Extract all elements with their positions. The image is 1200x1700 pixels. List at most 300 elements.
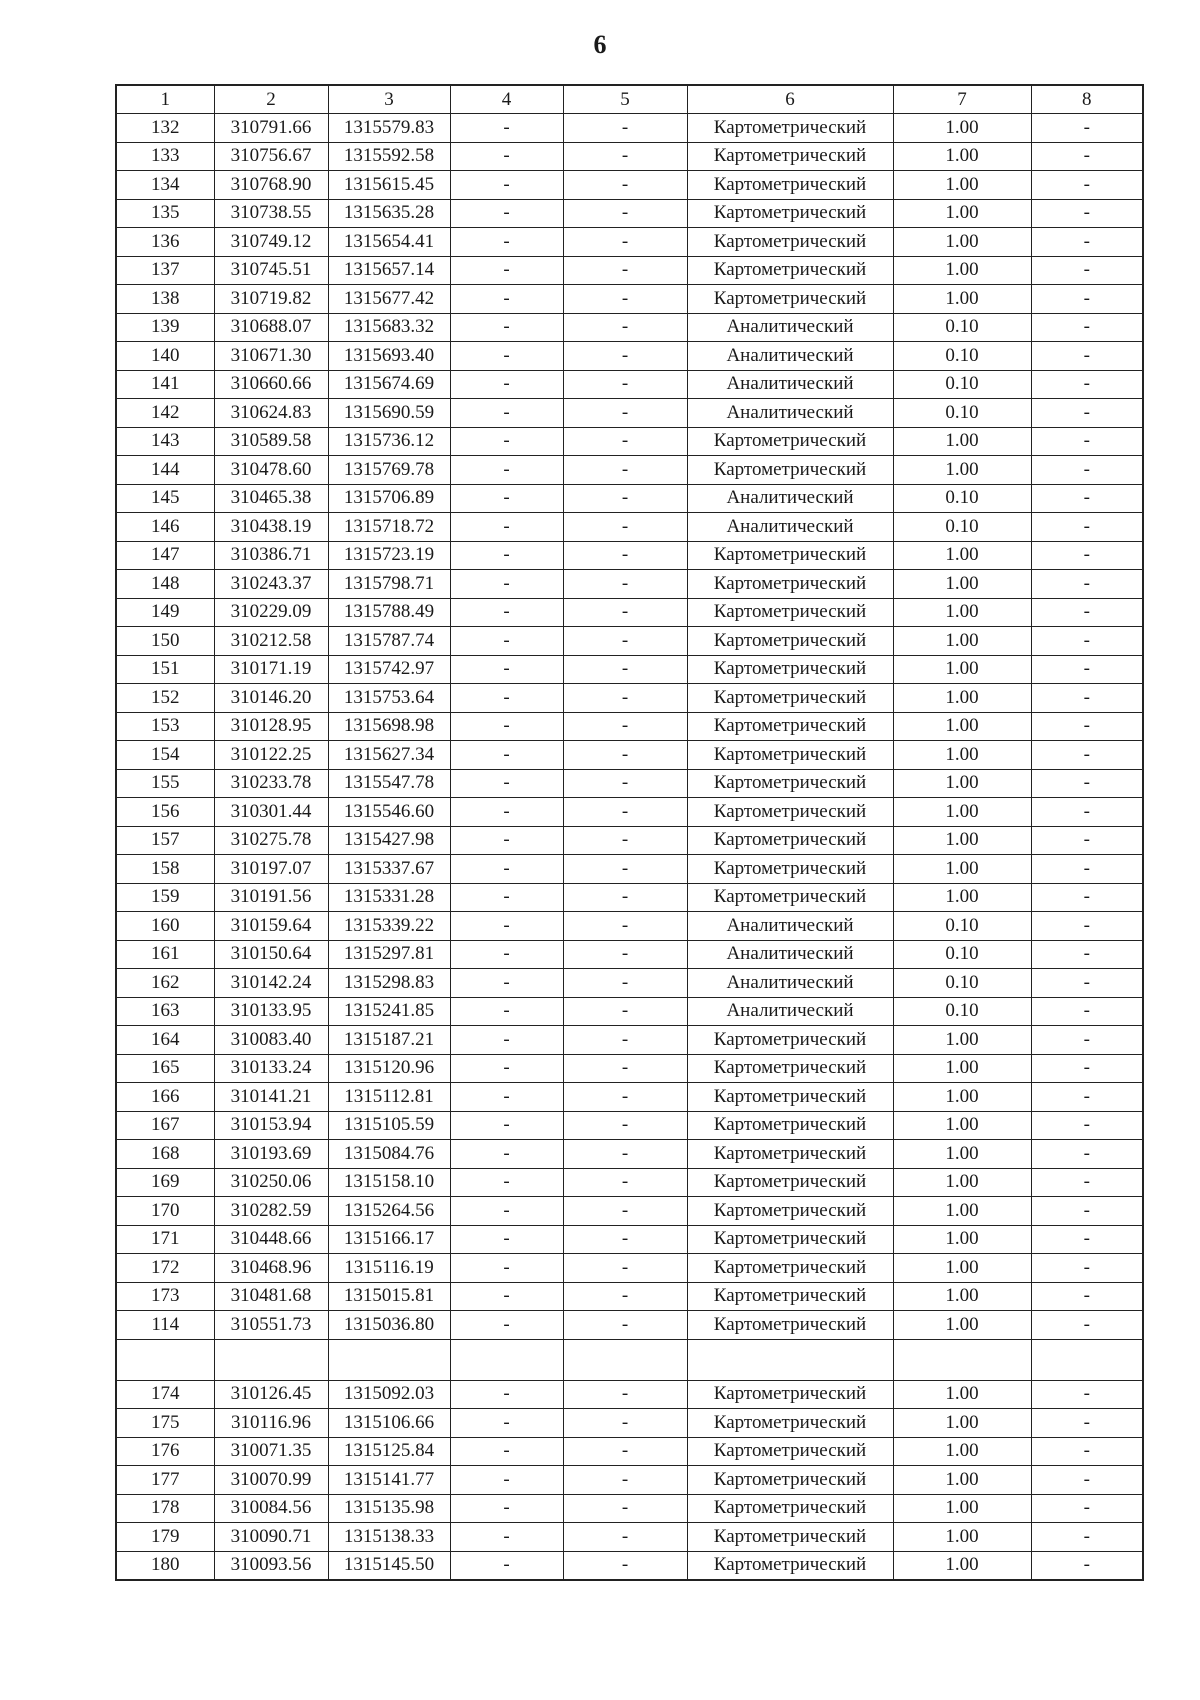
cell-col-5: - xyxy=(563,171,687,200)
cell-x-coordinate: 310171.19 xyxy=(214,655,328,684)
cell-point-number: 176 xyxy=(116,1437,214,1466)
cell-col-5: - xyxy=(563,1311,687,1340)
table-row xyxy=(116,1437,1143,1466)
cell-method: Картометрический xyxy=(687,1197,893,1226)
cell-x-coordinate: 310688.07 xyxy=(214,313,328,342)
cell-col-4: - xyxy=(450,997,563,1026)
cell-x-coordinate: 310116.96 xyxy=(214,1409,328,1438)
table-row xyxy=(116,598,1143,627)
cell-method: Картометрический xyxy=(687,1551,893,1580)
cell-col-8: - xyxy=(1031,228,1143,257)
cell-method: Картометрический xyxy=(687,1054,893,1083)
cell-x-coordinate: 310150.64 xyxy=(214,940,328,969)
cell-accuracy: 1.00 xyxy=(893,627,1031,656)
table-row xyxy=(116,1197,1143,1226)
cell-col-4: - xyxy=(450,427,563,456)
cell-accuracy: 1.00 xyxy=(893,1437,1031,1466)
cell-method: Картометрический xyxy=(687,741,893,770)
table-row xyxy=(116,655,1143,684)
cell-method: Картометрический xyxy=(687,627,893,656)
cell-y-coordinate: 1315718.72 xyxy=(328,513,450,542)
cell-col-5: - xyxy=(563,570,687,599)
cell-method: Картометрический xyxy=(687,826,893,855)
cell-point-number: 140 xyxy=(116,342,214,371)
cell-method: Аналитический xyxy=(687,940,893,969)
table-row xyxy=(116,712,1143,741)
table-row xyxy=(116,798,1143,827)
cell-col-8: - xyxy=(1031,1523,1143,1552)
cell-x-coordinate: 310122.25 xyxy=(214,741,328,770)
cell-col-4: - xyxy=(450,570,563,599)
cell-col-5: - xyxy=(563,513,687,542)
cell-accuracy: 0.10 xyxy=(893,484,1031,513)
cell-x-coordinate: 310438.19 xyxy=(214,513,328,542)
cell-col-4: - xyxy=(450,1111,563,1140)
cell-method: Картометрический xyxy=(687,114,893,143)
cell-point-number: 141 xyxy=(116,370,214,399)
cell-point-number: 178 xyxy=(116,1494,214,1523)
cell-accuracy: 1.00 xyxy=(893,142,1031,171)
cell-method: Картометрический xyxy=(687,655,893,684)
cell-col-5: - xyxy=(563,598,687,627)
cell-x-coordinate: 310468.96 xyxy=(214,1254,328,1283)
cell-col-5: - xyxy=(563,427,687,456)
cell-y-coordinate: 1315693.40 xyxy=(328,342,450,371)
cell-accuracy: 1.00 xyxy=(893,883,1031,912)
cell-point-number: 151 xyxy=(116,655,214,684)
cell-method: Картометрический xyxy=(687,1380,893,1409)
table-row xyxy=(116,940,1143,969)
cell-point-number: 148 xyxy=(116,570,214,599)
cell-col-5: - xyxy=(563,484,687,513)
cell-accuracy: 1.00 xyxy=(893,598,1031,627)
cell-y-coordinate: 1315112.81 xyxy=(328,1083,450,1112)
cell-x-coordinate: 310745.51 xyxy=(214,256,328,285)
cell-col-8: - xyxy=(1031,1551,1143,1580)
cell-accuracy: 1.00 xyxy=(893,171,1031,200)
cell-y-coordinate: 1315798.71 xyxy=(328,570,450,599)
column-header-7: 7 xyxy=(893,85,1031,114)
cell-col-8: - xyxy=(1031,741,1143,770)
cell-col-4: - xyxy=(450,171,563,200)
cell-y-coordinate: 1315788.49 xyxy=(328,598,450,627)
cell-accuracy: 1.00 xyxy=(893,1551,1031,1580)
cell-method: Картометрический xyxy=(687,171,893,200)
cell-accuracy: 1.00 xyxy=(893,1225,1031,1254)
cell-method: Картометрический xyxy=(687,228,893,257)
table-row xyxy=(116,969,1143,998)
cell-col-8 xyxy=(1031,1339,1143,1380)
cell-point-number: 173 xyxy=(116,1282,214,1311)
cell-accuracy: 1.00 xyxy=(893,1083,1031,1112)
cell-y-coordinate: 1315106.66 xyxy=(328,1409,450,1438)
cell-x-coordinate: 310229.09 xyxy=(214,598,328,627)
table-row xyxy=(116,627,1143,656)
table-row xyxy=(116,1551,1143,1580)
cell-col-8: - xyxy=(1031,1140,1143,1169)
cell-y-coordinate: 1315579.83 xyxy=(328,114,450,143)
cell-col-5: - xyxy=(563,114,687,143)
cell-y-coordinate: 1315706.89 xyxy=(328,484,450,513)
cell-point-number: 114 xyxy=(116,1311,214,1340)
cell-method: Картометрический xyxy=(687,142,893,171)
cell-x-coordinate xyxy=(214,1339,328,1380)
table-row xyxy=(116,741,1143,770)
cell-y-coordinate: 1315120.96 xyxy=(328,1054,450,1083)
cell-y-coordinate: 1315138.33 xyxy=(328,1523,450,1552)
table-row xyxy=(116,285,1143,314)
cell-col-8: - xyxy=(1031,1311,1143,1340)
cell-col-8: - xyxy=(1031,570,1143,599)
cell-col-4: - xyxy=(450,1466,563,1495)
cell-point-number: 162 xyxy=(116,969,214,998)
cell-x-coordinate: 310128.95 xyxy=(214,712,328,741)
cell-x-coordinate: 310791.66 xyxy=(214,114,328,143)
cell-accuracy: 1.00 xyxy=(893,1111,1031,1140)
cell-point-number: 138 xyxy=(116,285,214,314)
cell-col-8: - xyxy=(1031,1026,1143,1055)
cell-method: Картометрический xyxy=(687,427,893,456)
cell-col-5: - xyxy=(563,1254,687,1283)
cell-accuracy: 1.00 xyxy=(893,655,1031,684)
cell-accuracy: 1.00 xyxy=(893,1140,1031,1169)
cell-col-8: - xyxy=(1031,199,1143,228)
cell-method: Картометрический xyxy=(687,1494,893,1523)
cell-method: Картометрический xyxy=(687,541,893,570)
cell-col-8: - xyxy=(1031,285,1143,314)
cell-y-coordinate: 1315674.69 xyxy=(328,370,450,399)
column-header-5: 5 xyxy=(563,85,687,114)
page-number: 6 xyxy=(593,30,607,59)
cell-col-4: - xyxy=(450,940,563,969)
cell-col-4: - xyxy=(450,1311,563,1340)
cell-point-number: 156 xyxy=(116,798,214,827)
cell-point-number: 158 xyxy=(116,855,214,884)
table-row xyxy=(116,1225,1143,1254)
cell-col-4: - xyxy=(450,684,563,713)
cell-accuracy: 1.00 xyxy=(893,826,1031,855)
cell-y-coordinate: 1315036.80 xyxy=(328,1311,450,1340)
cell-col-8: - xyxy=(1031,684,1143,713)
cell-col-5: - xyxy=(563,969,687,998)
cell-col-5: - xyxy=(563,684,687,713)
cell-method: Картометрический xyxy=(687,855,893,884)
cell-x-coordinate: 310212.58 xyxy=(214,627,328,656)
cell-col-4: - xyxy=(450,1026,563,1055)
cell-col-5: - xyxy=(563,399,687,428)
cell-col-4: - xyxy=(450,655,563,684)
cell-col-5: - xyxy=(563,712,687,741)
cell-method: Аналитический xyxy=(687,342,893,371)
cell-col-4: - xyxy=(450,1054,563,1083)
cell-method: Картометрический xyxy=(687,1409,893,1438)
cell-y-coordinate: 1315427.98 xyxy=(328,826,450,855)
cell-point-number: 165 xyxy=(116,1054,214,1083)
cell-y-coordinate: 1315339.22 xyxy=(328,912,450,941)
cell-point-number: 150 xyxy=(116,627,214,656)
table-row xyxy=(116,912,1143,941)
cell-method: Аналитический xyxy=(687,912,893,941)
cell-y-coordinate: 1315264.56 xyxy=(328,1197,450,1226)
coordinates-table xyxy=(115,84,1144,1581)
cell-col-5: - xyxy=(563,883,687,912)
cell-col-4: - xyxy=(450,826,563,855)
table-row xyxy=(116,427,1143,456)
cell-col-5: - xyxy=(563,769,687,798)
cell-col-5: - xyxy=(563,456,687,485)
cell-x-coordinate: 310083.40 xyxy=(214,1026,328,1055)
cell-col-5: - xyxy=(563,1168,687,1197)
cell-point-number: 169 xyxy=(116,1168,214,1197)
cell-y-coordinate: 1315723.19 xyxy=(328,541,450,570)
table-row xyxy=(116,1111,1143,1140)
cell-x-coordinate: 310243.37 xyxy=(214,570,328,599)
cell-y-coordinate: 1315084.76 xyxy=(328,1140,450,1169)
cell-col-4: - xyxy=(450,1437,563,1466)
cell-col-4: - xyxy=(450,1168,563,1197)
table-row xyxy=(116,142,1143,171)
cell-accuracy: 1.00 xyxy=(893,1197,1031,1226)
cell-point-number: 133 xyxy=(116,142,214,171)
table-row xyxy=(116,684,1143,713)
cell-col-8: - xyxy=(1031,1197,1143,1226)
cell-accuracy: 1.00 xyxy=(893,541,1031,570)
cell-x-coordinate: 310141.21 xyxy=(214,1083,328,1112)
table-row xyxy=(116,171,1143,200)
cell-accuracy: 0.10 xyxy=(893,997,1031,1026)
cell-y-coordinate: 1315547.78 xyxy=(328,769,450,798)
cell-accuracy: 1.00 xyxy=(893,1311,1031,1340)
cell-col-8: - xyxy=(1031,541,1143,570)
cell-accuracy: 1.00 xyxy=(893,114,1031,143)
cell-col-5: - xyxy=(563,1026,687,1055)
cell-y-coordinate: 1315297.81 xyxy=(328,940,450,969)
table-row xyxy=(116,114,1143,143)
cell-point-number: 142 xyxy=(116,399,214,428)
cell-col-4: - xyxy=(450,541,563,570)
cell-col-4: - xyxy=(450,855,563,884)
table-row xyxy=(116,484,1143,513)
cell-y-coordinate: 1315187.21 xyxy=(328,1026,450,1055)
cell-accuracy: 0.10 xyxy=(893,513,1031,542)
cell-method: Картометрический xyxy=(687,1111,893,1140)
cell-method: Картометрический xyxy=(687,1254,893,1283)
cell-y-coordinate: 1315683.32 xyxy=(328,313,450,342)
cell-col-5: - xyxy=(563,142,687,171)
cell-col-8: - xyxy=(1031,256,1143,285)
cell-y-coordinate: 1315615.45 xyxy=(328,171,450,200)
cell-col-8: - xyxy=(1031,484,1143,513)
cell-method: Картометрический xyxy=(687,598,893,627)
cell-col-4: - xyxy=(450,484,563,513)
cell-col-5: - xyxy=(563,1551,687,1580)
table-row xyxy=(116,1140,1143,1169)
cell-col-5: - xyxy=(563,1197,687,1226)
cell-col-5: - xyxy=(563,912,687,941)
table-row xyxy=(116,256,1143,285)
cell-col-8: - xyxy=(1031,712,1143,741)
cell-x-coordinate: 310749.12 xyxy=(214,228,328,257)
cell-col-8: - xyxy=(1031,798,1143,827)
cell-col-8: - xyxy=(1031,456,1143,485)
cell-method: Картометрический xyxy=(687,1437,893,1466)
cell-col-8: - xyxy=(1031,598,1143,627)
cell-accuracy: 1.00 xyxy=(893,199,1031,228)
cell-y-coordinate: 1315742.97 xyxy=(328,655,450,684)
cell-x-coordinate: 310197.07 xyxy=(214,855,328,884)
cell-x-coordinate: 310448.66 xyxy=(214,1225,328,1254)
cell-col-4: - xyxy=(450,1380,563,1409)
cell-col-5: - xyxy=(563,1282,687,1311)
cell-col-5: - xyxy=(563,855,687,884)
cell-method: Картометрический xyxy=(687,1026,893,1055)
cell-accuracy: 1.00 xyxy=(893,256,1031,285)
cell-col-4: - xyxy=(450,285,563,314)
cell-accuracy: 1.00 xyxy=(893,285,1031,314)
table-row xyxy=(116,1409,1143,1438)
cell-x-coordinate: 310386.71 xyxy=(214,541,328,570)
cell-col-5: - xyxy=(563,1111,687,1140)
cell-y-coordinate: 1315546.60 xyxy=(328,798,450,827)
cell-point-number: 174 xyxy=(116,1380,214,1409)
cell-method: Картометрический xyxy=(687,883,893,912)
cell-col-4: - xyxy=(450,313,563,342)
cell-accuracy: 0.10 xyxy=(893,969,1031,998)
cell-point-number: 153 xyxy=(116,712,214,741)
cell-col-5 xyxy=(563,1339,687,1380)
cell-col-4: - xyxy=(450,1083,563,1112)
cell-col-8: - xyxy=(1031,142,1143,171)
cell-col-5: - xyxy=(563,1437,687,1466)
table-row xyxy=(116,1523,1143,1552)
column-header-1: 1 xyxy=(116,85,214,114)
column-header-4: 4 xyxy=(450,85,563,114)
cell-col-4: - xyxy=(450,712,563,741)
cell-x-coordinate: 310589.58 xyxy=(214,427,328,456)
cell-col-5: - xyxy=(563,1054,687,1083)
cell-col-8: - xyxy=(1031,1437,1143,1466)
cell-col-5: - xyxy=(563,741,687,770)
table-row xyxy=(116,826,1143,855)
cell-x-coordinate: 310153.94 xyxy=(214,1111,328,1140)
cell-x-coordinate: 310624.83 xyxy=(214,399,328,428)
cell-col-8: - xyxy=(1031,1380,1143,1409)
table-row xyxy=(116,199,1143,228)
cell-method: Картометрический xyxy=(687,712,893,741)
cell-col-8: - xyxy=(1031,370,1143,399)
column-header-3: 3 xyxy=(328,85,450,114)
cell-accuracy: 1.00 xyxy=(893,855,1031,884)
table-row xyxy=(116,399,1143,428)
cell-y-coordinate: 1315654.41 xyxy=(328,228,450,257)
cell-col-4: - xyxy=(450,256,563,285)
cell-col-5: - xyxy=(563,342,687,371)
cell-method: Аналитический xyxy=(687,313,893,342)
cell-col-8: - xyxy=(1031,969,1143,998)
cell-x-coordinate: 310738.55 xyxy=(214,199,328,228)
cell-col-5: - xyxy=(563,1466,687,1495)
cell-point-number: 135 xyxy=(116,199,214,228)
cell-col-5: - xyxy=(563,826,687,855)
table-row xyxy=(116,228,1143,257)
cell-accuracy: 1.00 xyxy=(893,1466,1031,1495)
cell-x-coordinate: 310071.35 xyxy=(214,1437,328,1466)
cell-col-8: - xyxy=(1031,171,1143,200)
cell-accuracy: 0.10 xyxy=(893,399,1031,428)
cell-point-number: 160 xyxy=(116,912,214,941)
cell-col-8: - xyxy=(1031,1168,1143,1197)
cell-x-coordinate: 310275.78 xyxy=(214,826,328,855)
cell-y-coordinate: 1315690.59 xyxy=(328,399,450,428)
cell-col-4: - xyxy=(450,1197,563,1226)
table-row xyxy=(116,1026,1143,1055)
cell-col-5: - xyxy=(563,370,687,399)
cell-col-8: - xyxy=(1031,1282,1143,1311)
cell-col-4: - xyxy=(450,1551,563,1580)
table-row xyxy=(116,342,1143,371)
cell-point-number: 170 xyxy=(116,1197,214,1226)
cell-point-number: 139 xyxy=(116,313,214,342)
cell-point-number: 157 xyxy=(116,826,214,855)
cell-x-coordinate: 310133.24 xyxy=(214,1054,328,1083)
cell-point-number: 155 xyxy=(116,769,214,798)
table-row xyxy=(116,1254,1143,1283)
cell-method: Картометрический xyxy=(687,199,893,228)
cell-y-coordinate: 1315627.34 xyxy=(328,741,450,770)
cell-accuracy: 1.00 xyxy=(893,1054,1031,1083)
cell-x-coordinate: 310159.64 xyxy=(214,912,328,941)
cell-y-coordinate: 1315657.14 xyxy=(328,256,450,285)
cell-y-coordinate: 1315592.58 xyxy=(328,142,450,171)
cell-method: Картометрический xyxy=(687,798,893,827)
table-row xyxy=(116,1282,1143,1311)
cell-col-4: - xyxy=(450,1523,563,1552)
cell-col-5: - xyxy=(563,228,687,257)
cell-y-coordinate: 1315337.67 xyxy=(328,855,450,884)
cell-point-number: 164 xyxy=(116,1026,214,1055)
cell-point-number: 177 xyxy=(116,1466,214,1495)
cell-col-4: - xyxy=(450,228,563,257)
cell-col-8: - xyxy=(1031,826,1143,855)
cell-col-8: - xyxy=(1031,342,1143,371)
cell-col-4: - xyxy=(450,342,563,371)
cell-y-coordinate xyxy=(328,1339,450,1380)
cell-method: Картометрический xyxy=(687,684,893,713)
cell-y-coordinate: 1315677.42 xyxy=(328,285,450,314)
cell-accuracy: 0.10 xyxy=(893,912,1031,941)
cell-accuracy: 0.10 xyxy=(893,370,1031,399)
cell-col-8: - xyxy=(1031,427,1143,456)
cell-col-8: - xyxy=(1031,940,1143,969)
column-header-8: 8 xyxy=(1031,85,1143,114)
cell-y-coordinate: 1315092.03 xyxy=(328,1380,450,1409)
table-row xyxy=(116,1380,1143,1409)
cell-col-5: - xyxy=(563,940,687,969)
cell-col-5: - xyxy=(563,997,687,1026)
cell-point-number: 149 xyxy=(116,598,214,627)
cell-col-4: - xyxy=(450,1225,563,1254)
cell-col-5: - xyxy=(563,655,687,684)
cell-method: Картометрический xyxy=(687,1523,893,1552)
cell-method: Аналитический xyxy=(687,969,893,998)
cell-col-4: - xyxy=(450,142,563,171)
cell-method: Картометрический xyxy=(687,769,893,798)
cell-method: Картометрический xyxy=(687,1083,893,1112)
cell-method: Картометрический xyxy=(687,456,893,485)
table-row xyxy=(116,1054,1143,1083)
cell-x-coordinate: 310719.82 xyxy=(214,285,328,314)
cell-point-number: 161 xyxy=(116,940,214,969)
